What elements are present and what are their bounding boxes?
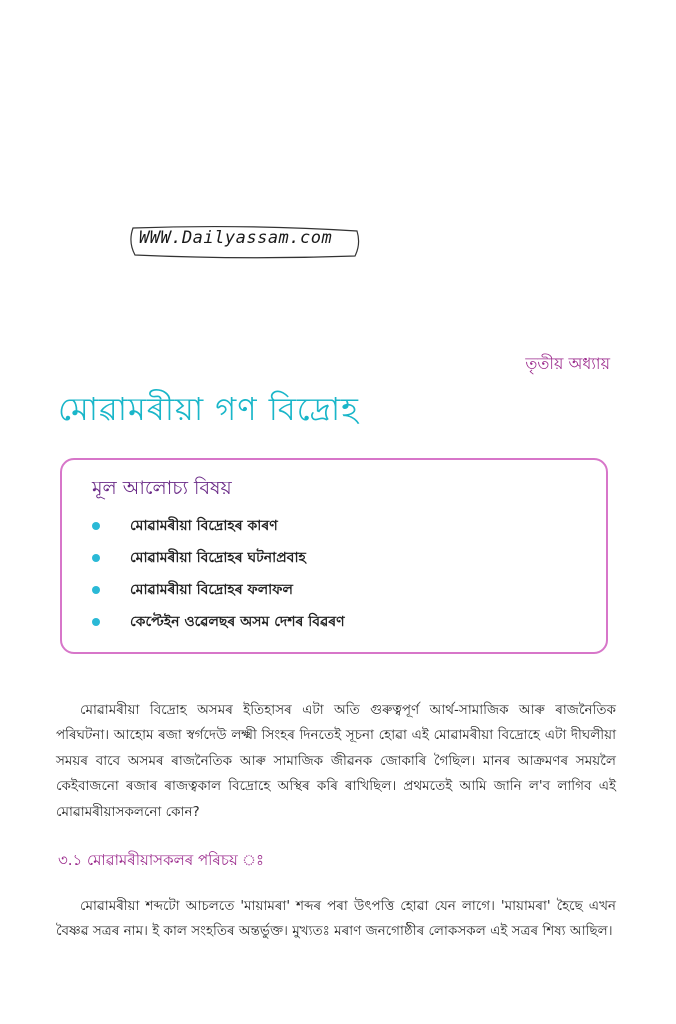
topic-text: মোৱামৰীয়া বিদ্ৰোহৰ ফলাফল — [130, 582, 293, 598]
section-heading: ৩.১ মোৱামৰীয়াসকলৰ পৰিচয় ঃ — [58, 851, 265, 869]
bullet-dot-icon — [92, 522, 100, 530]
intro-paragraph: মোৱামৰীয়া বিদ্ৰোহ অসমৰ ইতিহাসৰ এটা অতি গুৰুত্বপূৰ্ণ আৰ্থ-সামাজিক আৰু ৰাজনৈতিক পৰিঘটনা। আহোম ৰজা স্বৰ্গদেউ লক্ষ্মী সিংহৰ দিনতেই সূচনা হোৱা এই মোৱামৰীয়া বিদ্ৰোহে এটা দীঘলীয়া সময়ৰ বাবে অসমৰ ৰাজনৈতিক আৰু সামাজিক জীৱনক জোকাৰি গৈছিল। মানৰ আক্ৰমণৰ সময়লৈ কেইবাজনো ৰজাৰ ৰাজত্বকাল বিদ্ৰোহে অস্থিৰ কৰি ৰাখিছিল। প্ৰথমতেই আমি জানি ল'ব লাগিব এই মোৱামৰীয়াসকলনো কোন? — [56, 701, 616, 820]
list-item — [92, 612, 345, 644]
watermark-text: WWW.Dailyassam.com — [139, 228, 333, 248]
key-topics-box — [60, 458, 608, 654]
topic-text: মোৱামৰীয়া বিদ্ৰোহৰ কাৰণ — [130, 518, 278, 534]
bullet-dot-icon — [92, 586, 100, 594]
topic-text: কেপ্টেইন ওৱেলছৰ অসম দেশৰ বিৱৰণ — [130, 614, 345, 630]
list-item — [92, 580, 345, 612]
chapter-title: মোৱামৰীয়া গণ বিদ্ৰোহ — [58, 390, 359, 428]
section-paragraph: মোৱামৰীয়া শব্দটো আচলতে 'মায়ামৰা' শব্দৰ পৰা উৎপত্তি হোৱা যেন লাগে। 'মায়ামৰা' হৈছে এখন বৈষ্ণৱ সত্ৰৰ নাম। ই কাল সংহতিৰ অন্তৰ্ভুক্ত। মুখ্যতঃ মৰাণ জনগোষ্ঠীৰ লোকসকল এই সত্ৰৰ শিষ্য আছিল। — [56, 897, 616, 939]
list-item — [92, 548, 345, 580]
list-item — [92, 516, 345, 548]
bullet-dot-icon — [92, 554, 100, 562]
watermark-stamp — [125, 222, 365, 262]
bullet-dot-icon — [92, 618, 100, 626]
key-topics-list — [92, 516, 345, 644]
chapter-label: তৃতীয় অধ্যায় — [525, 354, 610, 373]
topic-text: মোৱামৰীয়া বিদ্ৰোহৰ ঘটনাপ্ৰবাহ — [130, 550, 306, 566]
key-topics-heading: মূল আলোচ্য বিষয় — [92, 477, 232, 499]
